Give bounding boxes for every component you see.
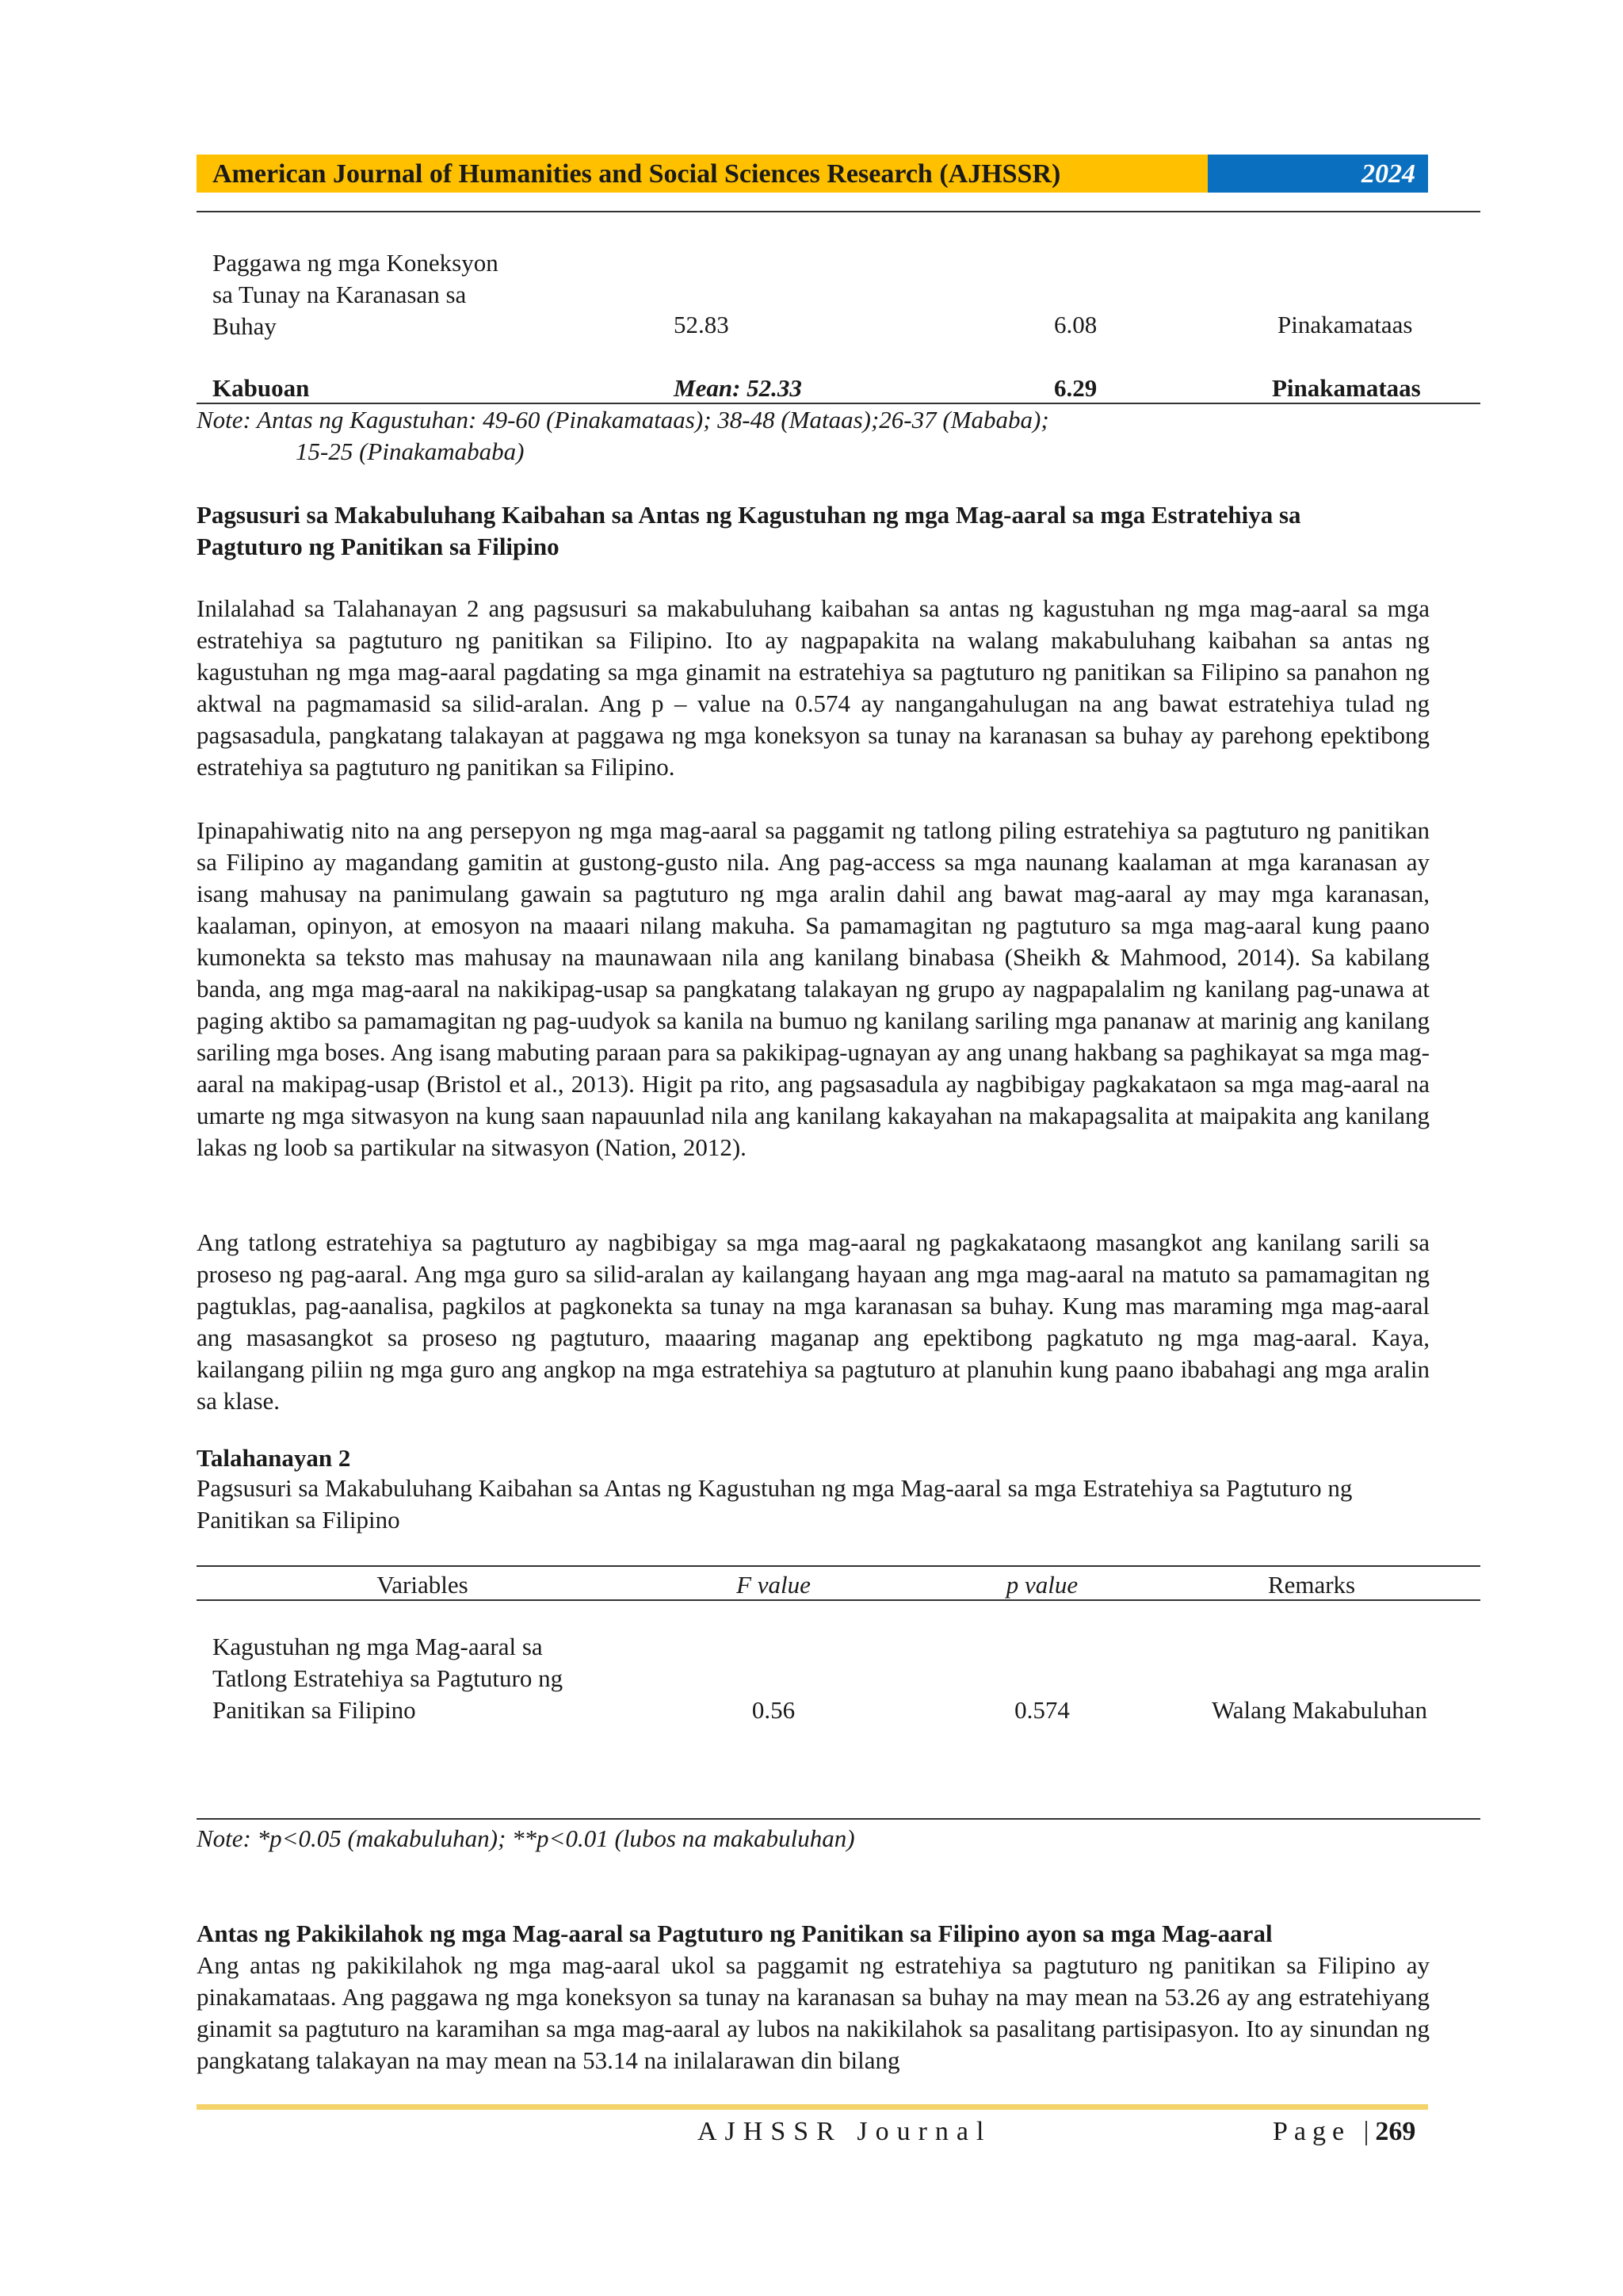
footer-page-number: 269 — [1375, 2117, 1416, 2146]
header-divider — [197, 211, 1480, 212]
section1-paragraph-2: Ipinapahiwatig nito na ang persepyon ng mga mag-aaral sa paggamit ng tatlong piling estratehiya sa pagtuturo ng panitikan sa Filipino ay magandang gamitin at gustong-gusto nila. Ang pag-access sa mga naunang kaalaman at mga karanasan ay isang mahusay na panimulang gawain sa pagtuturo ng mga aralin dahil ang bawat mag-aaral ay may mga karanasan, kaalaman, opinyon, at emosyon na maaari nilang makuha. Sa pamamagitan ng pagtuturo sa mga mag-aaral kung paano kumonekta sa teksto mas mahusay na maunawaan nila ang kanilang binabasa (Sheikh & Mahmood, 2014). Sa kabilang banda, ang mga mag-aaral na nakikipag-usap sa pangkatang talakayan ng grupo ay nagpapalalim ng kanilang pag-unawa at paging aktibo sa pamamagitan ng pag-uudyok sa kanila na bumuo ng kanilang sariling mga pananaw at marinig ang kanilang sariling mga boses. Ang isang mabuting paraan para sa pakikipag-ugnayan ay ang unang hakbang sa paghikayat sa mga mag-aaral na makipag-usap (Bristol et al., 2013). Higit pa rito, ang pagsasadula ay nagbibigay pagkakataon sa mga mag-aaral na umarte ng mga sitwasyon na kung saan napauunlad nila ang kanilang kakayahan na makapagsalita at maipakita ang kanilang lakas ng loob sa partikular na sitwasyon (Nation, 2012). — [197, 816, 1430, 1161]
table2-caption-title: Talahanayan 2 — [197, 1444, 351, 1472]
section1-heading — [197, 499, 1465, 563]
table1-row-interpretation: Pinakamataas — [1277, 311, 1413, 338]
table1-note-line: 15-25 (Pinakamababa) — [296, 437, 525, 465]
footer-page-indicator — [1273, 2116, 1415, 2148]
footer-page-label: Page | — [1273, 2117, 1376, 2146]
table1-note — [197, 404, 1243, 468]
table2-remarks: Walang Makabuluhan — [1211, 1696, 1428, 1724]
footer-journal-name: AJHSSR Journal — [697, 2117, 992, 2146]
table2-bottom-rule — [197, 1818, 1480, 1820]
table1-total-mean: Mean: 52.33 — [674, 374, 802, 402]
table2-header-variables: Variables — [376, 1571, 468, 1599]
table1-row-mean: 52.83 — [674, 311, 729, 338]
section1-paragraph-1: Inilalahad sa Talahanayan 2 ang pagsusuri sa makabuluhang kaibahan sa antas ng kagustuhan ng mga mag-aaral sa mga estratehiya sa pagtuturo ng panitikan sa Filipino. Ito ay nagpapakita na walang makabuluhang kaibahan sa antas ng kagustuhan ng mga mag-aaral pagdating sa mga ginamit na estratehiya sa pagtuturo ng panitikan sa Filipino sa panahon ng aktwal na pagmamasid sa silid-aralan. Ang p – value na 0.574 ay nangangahulugan na ang bawat estratehiya tulad ng pagsasadula, pangkatang talakayan at paggawa ng mga koneksyon sa tunay na karanasan sa buhay ay parehong epektibong estratehiya sa pagtuturo ng panitikan sa Filipino. — [197, 594, 1430, 781]
table2-p-value: 0.574 — [1014, 1696, 1070, 1724]
table2-header-p-value: p value — [1006, 1571, 1079, 1599]
table1-row-sd: 6.08 — [1054, 311, 1098, 338]
table2-header-f-value: F value — [736, 1571, 811, 1599]
table1-total-interpretation: Pinakamataas — [1272, 374, 1421, 402]
journal-year: 2024 — [1361, 159, 1415, 189]
table2-row-label-line: Tatlong Estratehiya sa Pagtuturo ng — [212, 1664, 563, 1692]
section1-heading-line: Pagtuturo ng Panitikan sa Filipino — [197, 533, 559, 560]
table1-row-label-line: sa Tunay na Karanasan sa — [212, 281, 467, 308]
table2-header-rule — [197, 1599, 1480, 1601]
section1-paragraph-3: Ang tatlong estratehiya sa pagtuturo ay nagbibigay sa mga mag-aaral ng pagkakataong masangkot ang kanilang sarili sa proseso ng pag-aaral. Ang mga guro sa silid-aralan ay kailangang hayaan ang mga mag-aaral na matuto sa pamamagitan ng pagtuklas, pag-aanalisa, pagkilos at pagkonekta sa tunay na mga karanasan sa buhay. Kung mas maraming mga mag-aaral ang masasangkot sa proseso ng pagtuturo, maaaring maganap ang epektibong pagkatuto ng mga mag-aaral. Kaya, kailangang piliin ng mga guro ang angkop na mga estratehiya sa pagtuturo at planuhin kung paano ibabahagi ang mga aralin sa klase. — [197, 1228, 1430, 1415]
table2-row-label-line: Panitikan sa Filipino — [212, 1696, 416, 1724]
table1-row-label-line: Buhay — [212, 312, 277, 340]
table1-total-label: Kabuoan — [212, 374, 310, 402]
footer-divider — [197, 2104, 1428, 2110]
table2-caption-description: Pagsusuri sa Makabuluhang Kaibahan sa Antas ng Kagustuhan ng mga Mag-aaral sa mga Estratehiya sa Pagtuturo ng Panitikan sa Filipino — [197, 1474, 1353, 1534]
section2-heading: Antas ng Pakikilahok ng mga Mag-aaral sa Pagtuturo ng Panitikan sa Filipino ayon sa mga Mag-aaral — [197, 1920, 1273, 1947]
journal-title: American Journal of Humanities and Social Sciences Research (AJHSSR) — [212, 159, 1061, 189]
table1-row-label — [212, 247, 577, 342]
table2-row-label-line: Kagustuhan ng mga Mag-aaral sa — [212, 1633, 543, 1660]
table1-total-sd: 6.29 — [1054, 374, 1098, 402]
table1-row-label-line: Paggawa ng mga Koneksyon — [212, 249, 498, 277]
table1-note-line: Note: Antas ng Kagustuhan: 49-60 (Pinakamataas); 38-48 (Mataas);26-37 (Mababa); — [197, 406, 1049, 434]
table2-note: Note: *p<0.05 (makabuluhan); **p<0.01 (lubos na makabuluhan) — [197, 1824, 855, 1852]
table2-f-value: 0.56 — [751, 1696, 796, 1724]
section2-paragraph: Ang antas ng pakikilahok ng mga mag-aaral ukol sa paggamit ng estratehiya sa pagtuturo ng panitikan sa Filipino ay pinakamataas. Ang paggawa ng mga koneksyon sa tunay na karanasan sa buhay na may mean na 53.26 ay ang estratehiyang ginamit sa pagtuturo na karamihan sa mga mag-aaral ay lubos na nakikilahok sa pasalitang partisipasyon. Ito ay sinundan ng pangkatang talakayan na may mean na 53.14 na inilalarawan din bilang — [197, 1951, 1430, 2074]
table2-row-label — [212, 1631, 624, 1726]
table2-top-rule — [197, 1565, 1480, 1567]
section1-heading-line: Pagsusuri sa Makabuluhang Kaibahan sa Antas ng Kagustuhan ng mga Mag-aaral sa mga Estratehiya sa — [197, 501, 1301, 529]
table2-header-remarks: Remarks — [1267, 1571, 1356, 1599]
